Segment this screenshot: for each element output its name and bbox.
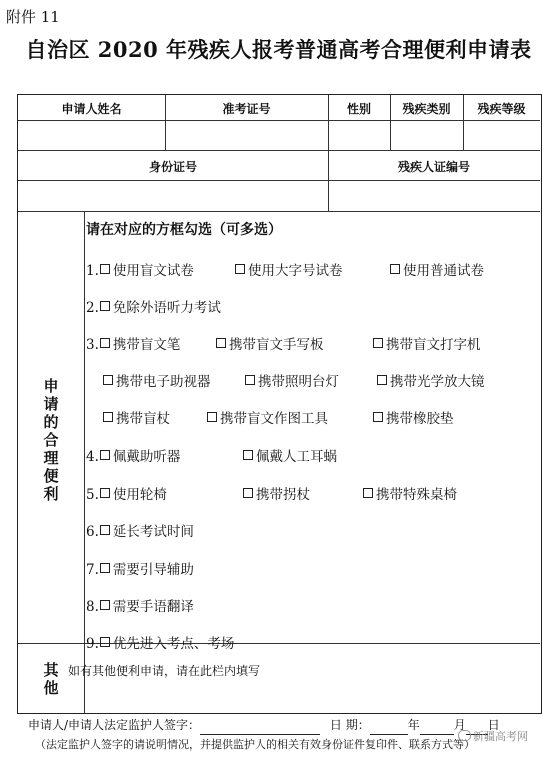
option-blind-paper[interactable]: 1. 使用盲文试卷 [86, 263, 194, 279]
application-form-table [17, 94, 542, 714]
option-electronic-magnifier[interactable]: 携带电子助视器 [102, 370, 211, 390]
option-normal-paper[interactable]: 使用普通试卷 [389, 259, 484, 279]
checkbox[interactable] [103, 412, 113, 422]
option-desk-lamp[interactable]: 携带照明台灯 [244, 370, 339, 390]
checkbox[interactable] [100, 488, 110, 498]
signature-field[interactable] [200, 720, 320, 735]
checkbox[interactable] [373, 338, 383, 348]
option-exempt-listening[interactable]: 2. 免除外语听力考试 [86, 300, 221, 316]
side-label-accommodation: 申 请 的 合 理 便 利 [43, 377, 59, 503]
option-large-print-paper[interactable]: 使用大字号试卷 [234, 259, 343, 279]
gender-field[interactable] [329, 121, 389, 150]
option-wheelchair[interactable]: 5. 使用轮椅 [86, 487, 167, 503]
option-hearing-aid[interactable]: 4. 佩戴助听器 [86, 449, 181, 465]
checkbox[interactable] [390, 264, 400, 274]
option-cochlear-implant[interactable]: 佩戴人工耳蜗 [242, 445, 337, 465]
checkbox[interactable] [243, 488, 253, 498]
disability-level-field[interactable] [464, 121, 540, 150]
header-disability-level: 残疾等级 [477, 102, 526, 116]
checkbox[interactable] [100, 563, 110, 573]
header-gender: 性别 [346, 102, 371, 116]
checkbox[interactable] [100, 301, 110, 311]
other-request-field[interactable] [84, 680, 540, 712]
option-sign-language[interactable]: 8. 需要手语翻译 [86, 599, 194, 615]
checkbox[interactable] [100, 338, 110, 348]
check-prompt: 请在对应的方框勾选（可多选） [86, 222, 282, 238]
option-braille-drawing-tools[interactable]: 携带盲文作图工具 [206, 407, 328, 427]
disability-type-field[interactable] [391, 121, 462, 150]
header-disability-type: 残疾类别 [402, 102, 451, 116]
checkbox[interactable] [245, 375, 255, 385]
option-guide-assistance[interactable]: 7. 需要引导辅助 [86, 562, 194, 578]
option-braille-typewriter[interactable]: 携带盲文打字机 [372, 333, 481, 353]
checkbox[interactable] [363, 488, 373, 498]
checkbox[interactable] [373, 412, 383, 422]
option-white-cane[interactable]: 携带盲杖 [102, 407, 170, 427]
applicant-name-field[interactable] [18, 121, 164, 150]
option-optical-magnifier[interactable]: 携带光学放大镜 [376, 370, 485, 390]
checkbox[interactable] [377, 375, 387, 385]
signature-label: 申请人/申请人法定监护人签字： [28, 718, 201, 732]
watermark: 新疆高考网 [458, 728, 528, 744]
option-priority-entry[interactable]: 9. 优先进入考点、考场 [86, 636, 235, 652]
other-request-note: 如有其他便利申请，请在此栏内填写 [68, 664, 261, 678]
form-title: 自治区 2020 年残疾人报考普通高考合理便利申请表 [25, 37, 532, 62]
checkbox[interactable] [100, 525, 110, 535]
attachment-number: 附件 11 [6, 8, 60, 26]
checkbox[interactable] [216, 338, 226, 348]
checkbox[interactable] [207, 412, 217, 422]
disability-certificate-field[interactable] [329, 181, 540, 211]
option-braille-pen[interactable]: 3. 携带盲文笔 [86, 337, 181, 353]
header-applicant-name: 申请人姓名 [61, 102, 122, 116]
ticket-number-field[interactable] [166, 121, 327, 150]
year-field[interactable] [370, 720, 408, 735]
date-label: 日 期： [329, 718, 370, 732]
header-id-number: 身份证号 [148, 160, 197, 174]
option-crutches[interactable]: 携带拐杖 [242, 483, 310, 503]
checkbox[interactable] [235, 264, 245, 274]
checkbox[interactable] [100, 600, 110, 610]
checkbox[interactable] [100, 450, 110, 460]
guardian-note: （法定监护人签字的请说明情况，并提供监护人的相关有效身份证件复印件、联系方式等） [35, 738, 475, 751]
option-extended-time[interactable]: 6. 延长考试时间 [86, 524, 194, 540]
option-braille-slate[interactable]: 携带盲文手写板 [215, 333, 324, 353]
signature-line: 申请人/申请人法定监护人签字： 日 期： 年 月 日 [28, 716, 500, 735]
option-rubber-mat[interactable]: 携带橡胶垫 [372, 407, 454, 427]
wechat-icon [458, 730, 471, 741]
checkbox[interactable] [100, 264, 110, 274]
checkbox[interactable] [100, 637, 110, 647]
id-number-field[interactable] [18, 181, 327, 211]
checkbox[interactable] [243, 450, 253, 460]
month-field[interactable] [420, 720, 454, 735]
side-label-other: 其 他 [43, 661, 59, 697]
option-special-desk-chair[interactable]: 携带特殊桌椅 [362, 483, 457, 503]
header-ticket-number: 准考证号 [222, 102, 271, 116]
checkbox[interactable] [103, 375, 113, 385]
header-disability-certificate: 残疾人证编号 [397, 160, 470, 174]
